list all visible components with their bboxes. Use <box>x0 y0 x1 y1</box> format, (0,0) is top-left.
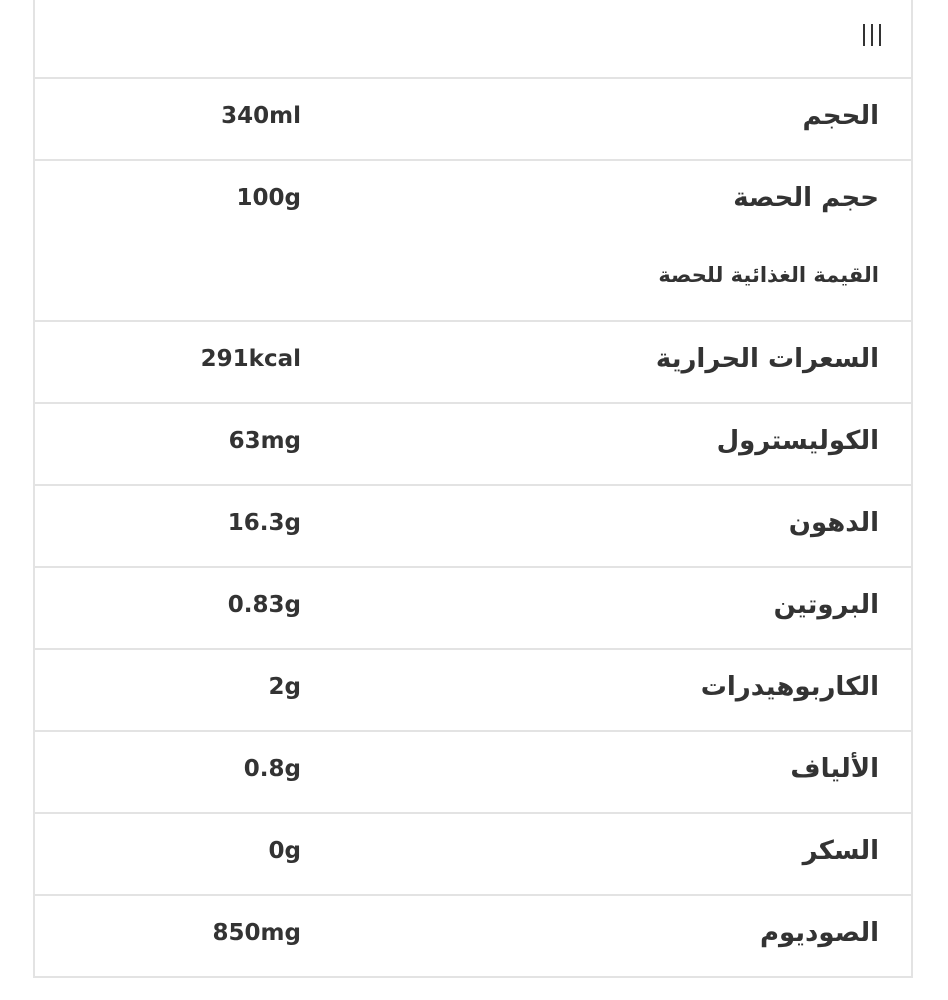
nutrition-table <box>33 0 913 978</box>
row-sublabel: القيمة الغذائية للحصة <box>658 263 879 287</box>
row-value: 0g <box>268 838 301 864</box>
row-value: 340ml <box>221 103 301 129</box>
menu-bars-icon[interactable] <box>863 24 881 46</box>
row-value: 100g <box>236 185 301 211</box>
row-label: البروتين <box>773 590 879 620</box>
row-value: 0.83g <box>227 592 301 618</box>
table-row-fat <box>35 484 911 566</box>
table-row-protein <box>35 566 911 648</box>
row-label: الألياف <box>790 754 879 784</box>
row-value: 0.8g <box>243 756 301 782</box>
table-row-volume <box>35 77 911 159</box>
row-label: الكاربوهيدرات <box>700 672 879 702</box>
table-row-serving-size <box>35 159 911 320</box>
row-label: الكوليسترول <box>716 426 879 456</box>
row-label: الدهون <box>788 508 879 538</box>
table-row-sugar <box>35 812 911 894</box>
table-row-cholesterol <box>35 402 911 484</box>
row-label: الصوديوم <box>759 918 879 948</box>
row-label: حجم الحصة <box>733 183 879 213</box>
table-row-sodium <box>35 894 911 976</box>
row-value: 63mg <box>228 428 301 454</box>
row-value: 2g <box>268 674 301 700</box>
row-label: السعرات الحرارية <box>655 344 879 374</box>
table-header-row <box>35 0 911 77</box>
row-value: 16.3g <box>227 510 301 536</box>
row-label: الحجم <box>802 101 879 131</box>
table-row-calories <box>35 320 911 402</box>
row-value: 850mg <box>212 920 301 946</box>
table-row-carbohydrates <box>35 648 911 730</box>
table-row-fiber <box>35 730 911 812</box>
row-label: السكر <box>802 836 879 866</box>
row-value: 291kcal <box>200 346 301 372</box>
